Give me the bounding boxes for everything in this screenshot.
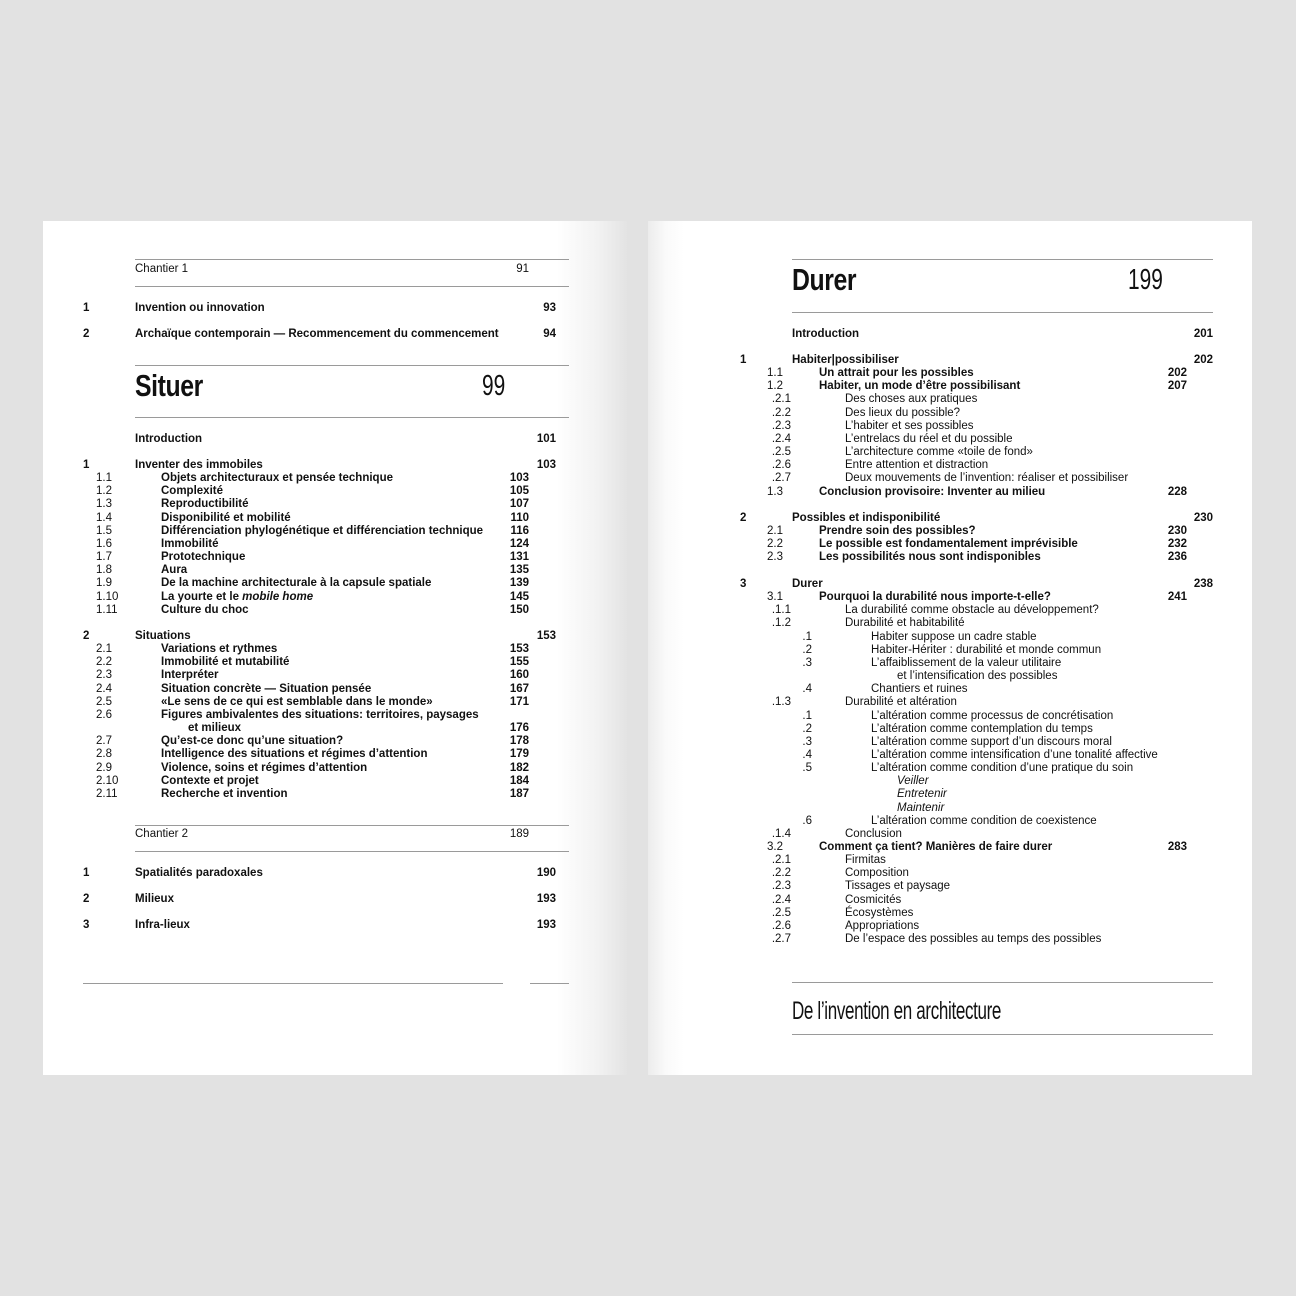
toc-num: .2.1 <box>771 854 791 867</box>
toc-entry: De l’espace des possibles au temps des possibles <box>845 933 1102 946</box>
toc-num: 3 <box>83 919 90 931</box>
toc-entry: L’altération comme condition de coexistence <box>871 814 1097 827</box>
toc-entry: Conclusion <box>845 827 902 840</box>
toc-page: 207 <box>1167 380 1187 393</box>
toc-entry: Tissages et paysage <box>845 880 951 893</box>
toc-entry: Introduction <box>135 433 203 445</box>
toc-num: .2.1 <box>771 393 791 406</box>
toc-page: 230 <box>1167 525 1187 538</box>
toc-page: 193 <box>536 893 556 905</box>
toc-entry-text: Aura <box>161 564 188 577</box>
toc-entry: L’altération comme contemplation du temps <box>871 722 1093 735</box>
toc-num: 1.10 <box>96 590 119 603</box>
toc-page: 190 <box>536 867 556 879</box>
toc-num: .2.7 <box>771 933 791 946</box>
toc-entry: Durabilité et altération <box>845 696 957 709</box>
toc-entry: Pourquoi la durabilité nous importe-t-elle? <box>819 591 1051 604</box>
rule <box>792 1034 1213 1035</box>
toc-entry-text: La yourte et le <box>161 590 243 603</box>
toc-entry: L’architecture comme «toile de fond» <box>845 446 1033 459</box>
toc-entry: L’habiter et ses possibles <box>845 419 974 432</box>
toc-num: 1.6 <box>96 537 112 550</box>
toc-num: 2.1 <box>767 525 783 538</box>
toc-entry: Appropriations <box>845 919 920 932</box>
toc-num: .2 <box>802 722 812 735</box>
toc-num: 3.2 <box>767 841 783 853</box>
toc-entry <box>161 512 291 525</box>
toc-entry: Milieux <box>135 893 174 905</box>
rule <box>135 286 569 287</box>
toc-page: 184 <box>509 774 529 787</box>
toc-entry <box>161 643 277 656</box>
toc-entry <box>161 762 367 775</box>
section-title: Situer <box>135 368 203 403</box>
toc-entry: Entre attention et distraction <box>845 459 989 472</box>
toc-page: 107 <box>509 498 529 511</box>
rule <box>792 982 1213 983</box>
toc-num: 3 <box>740 578 747 590</box>
toc-entry <box>161 538 219 551</box>
toc-entry: Durabilité et habitabilité <box>845 617 965 630</box>
toc-entry <box>161 604 249 617</box>
toc-num: 2.1 <box>96 643 112 656</box>
toc-num: 1.3 <box>96 498 112 511</box>
toc-entry <box>161 591 313 604</box>
toc-num: 2 <box>83 893 90 905</box>
right-page <box>648 221 1252 1075</box>
toc-page: 230 <box>1193 512 1213 524</box>
toc-entry <box>161 551 245 564</box>
rule <box>135 825 569 826</box>
chantier2-page: 189 <box>509 828 529 840</box>
toc-num: 1.5 <box>96 524 112 537</box>
toc-page: 101 <box>536 433 556 445</box>
toc-entry: Conclusion provisoire: Inventer au milieu <box>819 485 1046 498</box>
toc-entry <box>161 683 371 696</box>
toc-num: 1.11 <box>96 603 118 616</box>
toc-entry: Spatialités paradoxales <box>135 867 263 879</box>
toc-entry: Maintenir <box>897 801 945 814</box>
toc-entry <box>161 669 219 682</box>
toc-num: .3 <box>802 735 812 748</box>
rule <box>530 983 569 984</box>
toc-num: .2 <box>802 643 812 656</box>
rule <box>792 259 1213 260</box>
toc-num: 2.2 <box>96 656 112 669</box>
toc-page: 103 <box>536 459 556 471</box>
toc-entry: Situations <box>135 630 191 642</box>
toc-page: 110 <box>510 511 529 524</box>
toc-entry-text: «Le sens de ce qui est semblable dans le monde» <box>161 695 433 708</box>
toc-page: 178 <box>509 735 529 748</box>
toc-num: 1 <box>83 459 90 471</box>
toc-num: .2.4 <box>771 893 791 906</box>
toc-entry: Prendre soin des possibles? <box>819 525 976 538</box>
toc-entry-text: Situation concrète — Situation pensée <box>161 682 372 695</box>
toc-num: .5 <box>802 762 812 775</box>
toc-page: 202 <box>1167 367 1187 380</box>
toc-page: 105 <box>509 485 529 498</box>
toc-page: 131 <box>509 551 529 564</box>
toc-entry <box>161 748 427 761</box>
toc-num: .2.5 <box>771 906 791 919</box>
toc-num: .2.5 <box>771 446 791 459</box>
toc-page: 124 <box>509 537 529 550</box>
toc-entry-continued: et milieux <box>188 722 242 735</box>
chantier1-label: Chantier 1 <box>135 263 189 275</box>
toc-num: 1.8 <box>96 564 112 577</box>
toc-entry-text: Immobilité <box>161 537 219 550</box>
section-page: 199 <box>1128 264 1163 296</box>
toc-page: 182 <box>509 761 529 774</box>
toc-page: 179 <box>509 748 529 761</box>
toc-num: 1 <box>740 354 747 366</box>
toc-num: .2.6 <box>771 459 791 472</box>
toc-entry-text: Reproductibilité <box>161 498 249 511</box>
toc-num: .1.3 <box>771 696 791 709</box>
toc-entry: Entretenir <box>897 788 947 801</box>
toc-page: 236 <box>1167 551 1187 564</box>
toc-entry-text: Qu’est-ce donc qu’une situation? <box>161 735 344 748</box>
toc-entry <box>161 472 393 485</box>
toc-page: 155 <box>509 656 529 669</box>
toc-entry: Des choses aux pratiques <box>845 393 978 406</box>
toc-entry <box>161 775 259 788</box>
toc-entry-text: Contexte et projet <box>161 774 259 787</box>
toc-num: 2 <box>740 512 747 524</box>
toc-page: 187 <box>509 787 529 800</box>
toc-num: 1.2 <box>96 485 112 498</box>
toc-num: 1.7 <box>96 551 112 564</box>
toc-page: 160 <box>509 669 529 682</box>
toc-num: .3 <box>802 656 812 669</box>
toc-entry: L’altération comme condition d’une pratique du soin <box>871 762 1134 775</box>
toc-entry-text: Disponibilité et mobilité <box>161 511 291 524</box>
toc-entry <box>161 525 483 538</box>
toc-page: 176 <box>509 722 529 735</box>
toc-entry: Écosystèmes <box>845 906 914 919</box>
toc-entry <box>161 656 289 669</box>
toc-entry: L’altération comme processus de concrétisation <box>871 709 1114 722</box>
toc-entry: Habiter-Hériter : durabilité et monde commun <box>871 643 1102 656</box>
toc-entry-text: Recherche et invention <box>161 787 288 800</box>
toc-page: 202 <box>1193 354 1213 366</box>
toc-page: 201 <box>1193 328 1213 340</box>
toc-entry: Inventer des immobiles <box>135 459 263 471</box>
toc-num: .2.2 <box>771 867 791 880</box>
toc-entry: Les possibilités nous sont indisponibles <box>819 551 1041 564</box>
toc-entry: L’affaiblissement de la valeur utilitaire <box>871 656 1062 669</box>
toc-entry: Comment ça tient? Manières de faire durer <box>819 841 1053 853</box>
toc-entry-continued: et l’intensification des possibles <box>897 670 1058 683</box>
chantier2-label: Chantier 2 <box>135 828 189 840</box>
toc-num: 1.3 <box>767 485 783 498</box>
toc-num: 1 <box>83 867 90 879</box>
toc-num: 1.1 <box>767 367 783 380</box>
section-title: Durer <box>792 262 857 297</box>
toc-num: .6 <box>802 814 812 827</box>
toc-entry <box>161 564 187 577</box>
toc-num: .2.6 <box>771 919 791 932</box>
toc-entry: Invention ou innovation <box>135 302 265 314</box>
toc-entry-text: Interpréter <box>161 669 219 682</box>
toc-entry <box>161 485 223 498</box>
toc-num: .1.4 <box>771 827 791 840</box>
toc-entry <box>161 696 433 709</box>
toc-entry: Un attrait pour les possibles <box>819 367 974 380</box>
rule <box>792 312 1213 313</box>
toc-entry <box>161 709 479 722</box>
toc-num: 2.11 <box>96 787 118 800</box>
toc-num: 2.7 <box>96 735 112 748</box>
toc-entry: Habiter|possibiliser <box>792 354 899 366</box>
section-page: 99 <box>482 370 506 402</box>
toc-num: 1.2 <box>767 380 783 393</box>
toc-entry: Infra-lieux <box>135 919 190 931</box>
toc-entry <box>161 498 249 511</box>
toc-num: .4 <box>802 748 812 761</box>
toc-entry: Composition <box>845 867 909 880</box>
toc-page: 238 <box>1193 578 1213 590</box>
toc-page: 103 <box>509 472 529 485</box>
toc-entry-text: Prototechnique <box>161 551 246 564</box>
toc-num: .1.1 <box>771 604 791 617</box>
toc-page: 241 <box>1167 591 1187 604</box>
toc-num: 2.10 <box>96 774 119 787</box>
toc-entry <box>161 735 343 748</box>
toc-page: 116 <box>510 524 529 537</box>
toc-page: 135 <box>509 564 529 577</box>
toc-num: .2.7 <box>771 472 791 485</box>
toc-entry-text: Culture du choc <box>161 603 249 616</box>
toc-entry: Deux mouvements de l’invention: réaliser et possibiliser <box>845 472 1129 485</box>
toc-num: .1 <box>802 630 812 643</box>
toc-num: .2.3 <box>771 419 791 432</box>
toc-num: 1.4 <box>96 511 112 524</box>
toc-page: 150 <box>509 603 529 616</box>
toc-num: .2.3 <box>771 880 791 893</box>
toc-entry: Le possible est fondamentalement imprévisible <box>819 538 1078 551</box>
toc-entry: L’altération comme support d’un discours moral <box>871 735 1112 748</box>
toc-num: 2.4 <box>96 682 112 695</box>
toc-num: 2.3 <box>96 669 112 682</box>
toc-entry-text: Violence, soins et régimes d’attention <box>161 761 368 774</box>
toc-entry-text: Variations et rythmes <box>161 643 278 656</box>
toc-entry: Des lieux du possible? <box>845 406 961 419</box>
toc-entry: L’entrelacs du réel et du possible <box>845 432 1013 445</box>
toc-num: .4 <box>802 683 812 696</box>
toc-entry <box>161 788 288 801</box>
toc-num: 2.6 <box>96 708 112 721</box>
toc-num: 2.5 <box>96 695 112 708</box>
toc-page: 94 <box>543 328 556 340</box>
toc-page: 139 <box>509 577 529 590</box>
toc-entry: Veiller <box>897 775 929 788</box>
toc-entry <box>161 577 431 590</box>
toc-entry: La durabilité comme obstacle au développement? <box>845 604 1099 617</box>
toc-page: 283 <box>1167 841 1187 853</box>
toc-entry: Chantiers et ruines <box>871 683 968 696</box>
toc-num: 2 <box>83 630 90 642</box>
rule <box>135 417 569 418</box>
toc-num: 1.1 <box>96 472 112 485</box>
toc-entry-text: Figures ambivalentes des situations: territoires, paysages <box>161 708 479 721</box>
toc-num: 2.9 <box>96 761 112 774</box>
rule <box>83 983 503 984</box>
rule <box>135 851 569 852</box>
toc-entry: Habiter, un mode d’être possibilisant <box>819 380 1021 393</box>
toc-page: 228 <box>1167 485 1187 498</box>
toc-entry: Cosmicités <box>845 893 902 906</box>
toc-num: 2.3 <box>767 551 783 564</box>
rule <box>135 259 569 260</box>
toc-entry-text: Immobilité et mutabilité <box>161 656 290 669</box>
toc-entry-text: Différenciation phylogénétique et différenciation technique <box>161 524 484 537</box>
toc-page: 167 <box>509 682 529 695</box>
chantier1-page: 91 <box>516 263 529 275</box>
toc-entry: Introduction <box>792 328 860 340</box>
book-title: De l’invention en architecture <box>792 997 1002 1025</box>
toc-num: 3.1 <box>767 591 783 604</box>
toc-entry: Durer <box>792 578 823 590</box>
toc-page: 193 <box>536 919 556 931</box>
left-page <box>43 221 627 1075</box>
toc-entry: Possibles et indisponibilité <box>792 512 941 524</box>
toc-entry-italic: mobile home <box>242 590 314 603</box>
toc-page: 93 <box>543 302 556 314</box>
toc-num: 2.2 <box>767 538 783 551</box>
toc-num: .2.2 <box>771 406 791 419</box>
toc-entry: Archaïque contemporain — Recommencement du commencement <box>135 328 499 340</box>
toc-page: 145 <box>509 590 529 603</box>
toc-num: .2.4 <box>771 432 791 445</box>
toc-entry-text: Intelligence des situations et régimes d’attention <box>161 748 428 761</box>
toc-entry: Habiter suppose un cadre stable <box>871 630 1037 643</box>
toc-page: 153 <box>509 643 529 656</box>
rule <box>135 365 569 366</box>
toc-entry: Firmitas <box>845 854 886 867</box>
toc-num: .1 <box>802 709 812 722</box>
toc-page: 171 <box>509 695 529 708</box>
toc-num: 2.8 <box>96 748 112 761</box>
toc-num: 2 <box>83 328 90 340</box>
toc-entry: L’altération comme intensification d’une tonalité affective <box>871 748 1158 761</box>
toc-num: .1.2 <box>771 617 791 630</box>
toc-num: 1 <box>83 302 90 314</box>
toc-entry-text: De la machine architecturale à la capsule spatiale <box>161 577 432 590</box>
toc-num: 1.9 <box>96 577 112 590</box>
toc-page: 153 <box>536 630 556 642</box>
toc-page: 232 <box>1167 538 1187 551</box>
toc-entry-text: Complexité <box>161 485 223 498</box>
toc-entry-text: Objets architecturaux et pensée technique <box>161 472 393 485</box>
